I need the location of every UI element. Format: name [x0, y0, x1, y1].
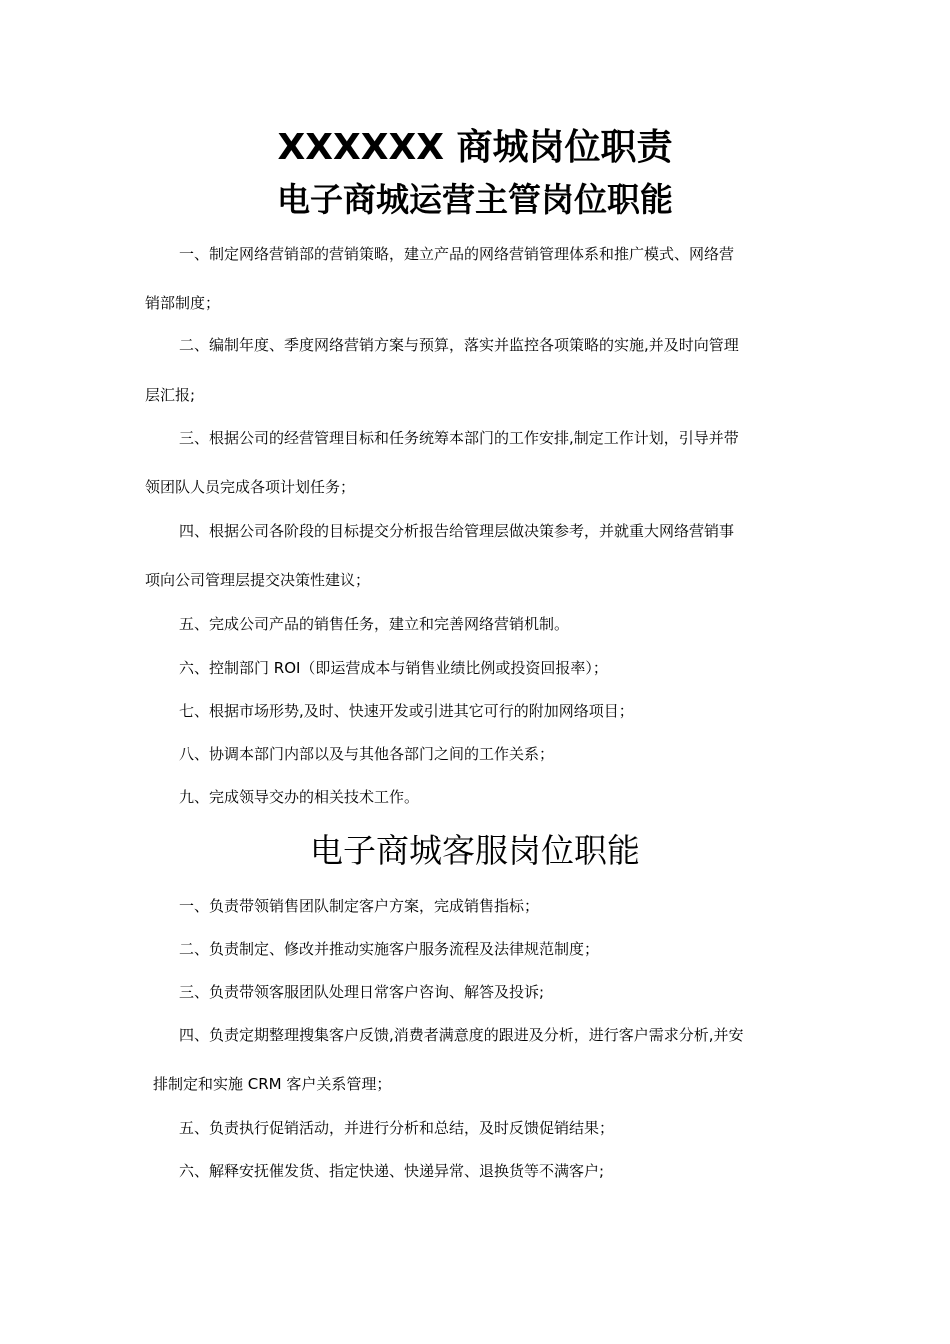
paragraph-line: 六、解释安抚催发货、指定快递、快递异常、退换货等不满客户; [179, 1162, 605, 1180]
paragraph-line: 三、负责带领客服团队处理日常客户咨询、解答及投诉; [179, 983, 545, 1001]
paragraph-line: 项向公司管理层提交决策性建议； [145, 571, 371, 589]
paragraph-line: 八、协调本部门内部以及与其他各部门之间的工作关系； [179, 745, 555, 763]
paragraph-line: 三、根据公司的经营管理目标和任务统筹本部门的工作安排,制定工作计划，引导并带 [179, 429, 739, 447]
paragraph-line: 二、编制年度、季度网络营销方案与预算，落实并监控各项策略的实施,并及时向管理 [179, 336, 739, 354]
paragraph-line: 一、制定网络营销部的营销策略，建立产品的网络营销管理体系和推广模式、网络营 [179, 245, 735, 263]
paragraph-line: 层汇报; [145, 386, 196, 404]
paragraph-line: 五、完成公司产品的销售任务，建立和完善网络营销机制。 [179, 615, 570, 633]
paragraph-line: 销部制度； [145, 294, 221, 312]
paragraph-line: 二、负责制定、修改并推动实施客户服务流程及法律规范制度； [179, 940, 600, 958]
paragraph-line: 六、控制部门 ROI（即运营成本与销售业绩比例或投资回报率）； [179, 659, 608, 677]
paragraph-line: 排制定和实施 CRM 客户关系管理； [153, 1075, 392, 1093]
paragraph-line: 领团队人员完成各项计划任务； [145, 478, 356, 496]
paragraph-line: 九、完成领导交办的相关技术工作。 [179, 788, 420, 806]
paragraph-line: 五、负责执行促销活动，并进行分析和总结，及时反馈促销结果； [179, 1119, 615, 1137]
paragraph-line: 四、负责定期整理搜集客户反馈,消费者满意度的跟进及分析，进行客户需求分析,并安 [179, 1026, 744, 1044]
paragraph-line: 四、根据公司各阶段的目标提交分析报告给管理层做决策参考，并就重大网络营销事 [179, 522, 735, 540]
paragraph-line: 一、负责带领销售团队制定客户方案，完成销售指标； [179, 897, 540, 915]
paragraph-line: 七、根据市场形势,及时、快速开发或引进其它可行的附加网络项目； [179, 702, 634, 720]
section-title-operations: 电子商城运营主管岗位职能 [277, 180, 673, 219]
section-title-customer-service: 电子商城客服岗位职能 [310, 831, 640, 870]
document-title: XXXXXX 商城岗位职责 [277, 127, 673, 168]
